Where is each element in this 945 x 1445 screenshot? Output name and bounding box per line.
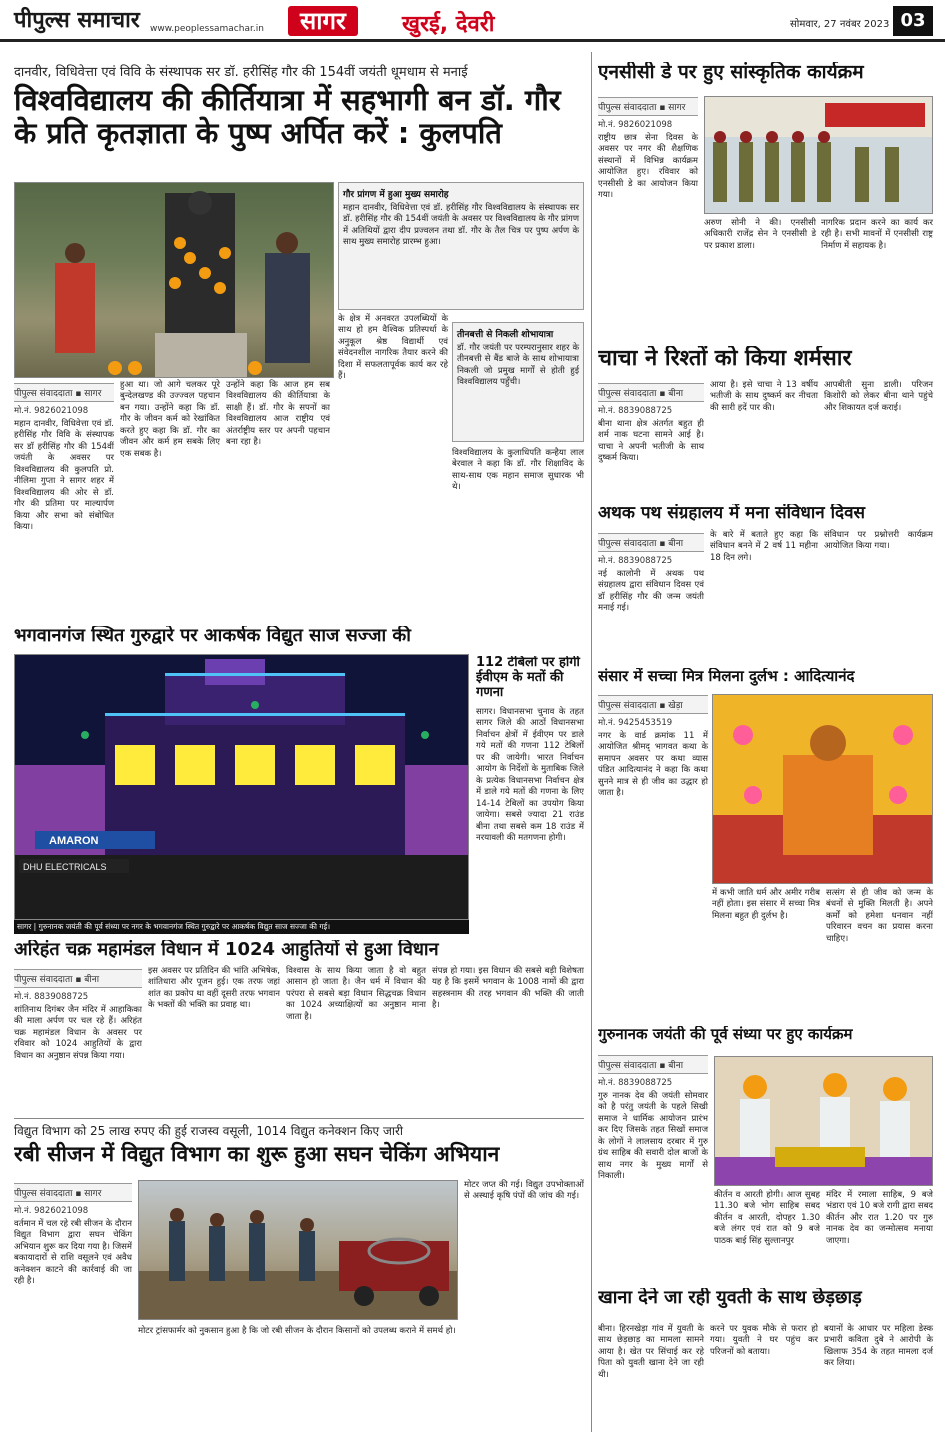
samvidhan-body-3: संविधान पर प्रश्नोत्तरी कार्यक्रम आयोजित किया गया। bbox=[824, 530, 933, 552]
gaur-body-2: हुआ था। जो आगे चलकर पूरे बुन्देलखण्ड की उज्ज्वल पहचान बन गया। उन्होंने कहा कि डॉ. गौर के जीवन कर्म को रेखांकित करते हुए कहा कि डॉ. गौर का जीवन और कर्म हम सबके लिए एक सबक है। bbox=[120, 380, 220, 459]
bijli-kicker: विद्युत विभाग को 25 लाख रुपए की हुई राजस्व वसूली, 1014 विद्युत कनेक्शन किए जारी bbox=[14, 1124, 404, 1138]
ncc-header bbox=[598, 62, 933, 92]
yuvati-header bbox=[598, 1288, 933, 1322]
gurunanak-byline: पीपुल्स संवाददाता ▪ बीना bbox=[598, 1055, 708, 1074]
ncc-byline: पीपुल्स संवाददाता ▪ सागर bbox=[598, 97, 698, 116]
bijli-headline[interactable]: रबी सीजन में विद्युत विभाग का शुरू हुआ सघन चेकिंग अभियान bbox=[14, 1142, 500, 1166]
sansar-header bbox=[598, 668, 933, 692]
gaur-box-title: गौर प्रांगण में हुआ मुख्य समारोह bbox=[343, 190, 449, 200]
bijli-byline: पीपुल्स संवाददाता ▪ सागर bbox=[14, 1183, 132, 1202]
bijli-photo bbox=[138, 1180, 458, 1320]
gaur-col-2 bbox=[120, 380, 220, 620]
gaur-body-5: विश्वविद्यालय के कुलाधिपति कन्हैया लाल बेरवाल ने कहा कि डॉ. गौर शिक्षाविद के साथ-साथ एक महान समाज सुधारक भी थे। bbox=[452, 448, 584, 493]
ncc-body-2: अरुण सोनी ने की। एनसीसी अधिकारी राजेंद्र सेन ने एनसीसी डे पर प्रकाश डाला। bbox=[704, 218, 816, 251]
sansar-headline[interactable]: संसार में सच्चा मित्र मिलना दुर्लभ : आदित्यानंद bbox=[598, 668, 855, 685]
bijli-col-3 bbox=[464, 1180, 584, 1430]
site-url[interactable]: www.peoplessamachar.in bbox=[150, 24, 264, 34]
ncc-col-3 bbox=[821, 218, 933, 342]
sansar-body-2: में कभी जाति धर्म और अमीर गरीब नहीं होता। इस संसार में सच्चा मित्र मिलना बहुत ही दुर्लभ है। bbox=[712, 888, 820, 921]
yuvati-body-2: करने पर युवक मौके से फरार हो गया। युवती ने घर पहुंच कर परिजनों को बताया। bbox=[710, 1324, 818, 1357]
arihant-col-1 bbox=[14, 966, 142, 1116]
sansar-photo bbox=[712, 694, 933, 884]
sansar-col-1 bbox=[598, 692, 708, 888]
bijli-body-3: मोटर ट्रांसफार्मर को नुकसान हुआ है कि जो रबी सीजन के दौरान किसानों को उपलब्ध कराने में समर्थ हो। bbox=[138, 1326, 456, 1336]
bijli-body-2: मोटर जप्त की गई। विद्युत उपभोक्ताओं से अस्थाई कृषि पंपों की जांच की गई। bbox=[464, 1180, 584, 1202]
gurunanak-body-3: मंदिर में रमाला साहिब, 9 बजे भंडारा एवं 10 बजे रागी द्वारा सबद कीर्तन और रात 1.20 पर गुरु नानक देव का जन्मोत्सव मनाया जाएगा। bbox=[826, 1190, 933, 1246]
procession-text: डॉ. गौर जयंती पर परम्परानुसार शहर के तीनबत्ती से बैंड बाजे के साथ शोभायात्रा निकली जो प्रमुख मार्गों से होती हुई विश्वविद्यालय पहुँची। bbox=[457, 343, 579, 388]
ncc-col-2 bbox=[704, 218, 816, 342]
gaur-statue-photo bbox=[14, 182, 334, 378]
chacha-header bbox=[598, 346, 933, 380]
yuvati-col-2 bbox=[710, 1324, 818, 1432]
gurudwara-caption: सागर | गुरुनानक जयंती की पूर्व संध्या पर नगर के भगवानगंज स्थित गुरुद्वारे पर आकर्षक विद्युत साज सज्जा की गई। bbox=[17, 922, 331, 931]
ncc-body-3: नागरिक प्रदान करने का कार्य कर रही है। सभी मावनों में एनसीसी राष्ट्र निर्माण में सहायक है। bbox=[821, 218, 933, 251]
gurunanak-photo bbox=[714, 1056, 933, 1186]
gurunanak-body-2: कीर्तन व आरती होगी। आज सुबह 11.30 बजे भोग साहिब सबद कीर्तन व आरती, दोपहर 1.30 बजे लंगर एवं रात को 9 बजे पाठक बाई सिंह सुल्तानपुर bbox=[714, 1190, 820, 1246]
samvidhan-header bbox=[598, 504, 933, 530]
arihant-col-4 bbox=[432, 966, 584, 1116]
city-label: सागर bbox=[288, 6, 358, 36]
sansar-body-1: नगर के वार्ड क्रमांक 11 में आयोजित श्रीमद् भागवत कथा के समापन अवसर पर कथा व्यास पंडित आदित्यानंद ने कहा कि कथा सुनने मात्र से ही जीव का उद्धार हो जाता है। bbox=[598, 731, 708, 799]
gaur-body-1: महान दानवीर, विधिवेत्ता एवं डॉ. हरीसिंह गौर विवि के संस्थापक सर डॉ हरीसिंह गौर की 154वीं जयंती के अवसर पर विश्वविद्यालय की कुलपति प्रो. नीलिमा गुप्ता ने सागर शहर में विश्वविद्यालय की ओर से डॉ. गौर की प्रतिमा पर माल्यार्पण किया और सभा को संबोधित किया। bbox=[14, 419, 114, 533]
procession-box bbox=[452, 322, 584, 442]
chacha-col-2 bbox=[710, 380, 818, 500]
gurudwara-lights-art bbox=[15, 655, 469, 920]
region-label: खुरई, देवरी bbox=[402, 12, 495, 37]
arihant-header bbox=[14, 940, 584, 966]
evm-story bbox=[476, 656, 584, 936]
bijli-photo-art bbox=[139, 1181, 458, 1320]
gurunanak-header bbox=[598, 1026, 933, 1052]
issue-date: सोमवार, 27 नवंबर 2023 bbox=[790, 19, 890, 30]
chacha-body-1: बीना थाना क्षेत्र अंतर्गत बहुत ही शर्म नाक घटना सामने आई है। चाचा ने अपनी भतीजी के साथ दुष्कर्म किया। bbox=[598, 419, 704, 464]
evm-body: सागर। विधानसभा चुनाव के तहत सागर जिले की आठों विधानसभा निर्वाचन क्षेत्रों में ईवीएम पर डाले गये मतों की गणना 112 टेबिलों पर की जायेगी। भारत निर्वाचन आयोग के निर्देशों के मुताबिक जिले के प्रत्येक विधानसभा निर्वाचन क्षेत्र में डाले गये मतों की गणना के लिए 14-14 टेबिलों का उपयोग किया जायेगा। सबसे ज्यादा 21 राउंड बीना तथा सबसे कम 18 राउंड में नरयावली की मतगणना होगी। bbox=[476, 706, 584, 843]
gurunanak-body-1: गुरु नानक देव की जयंती सोमवार को है परंतु जयंती के पहले सिखी समाज ने धार्मिक आयोजन प्रारंभ कर दिए जिसके तहत सिखों समाज के लोगों ने लालसाय दरबार में गुरु ग्रंथ साहिब की सवारी दोल बाजों के साथ नगर के मुख्य मार्गों से निकाली। bbox=[598, 1091, 708, 1182]
samvidhan-headline[interactable]: अथक पथ संग्रहालय में मना संविधान दिवस bbox=[598, 504, 866, 523]
chacha-body-3: आपबीती सुना डाली। परिजन किशोरी को लेकर बीना थाने पहुंचे और शिकायत दर्ज कराई। bbox=[824, 380, 933, 413]
procession-title: तीनबत्ती से निकली शोभायात्रा bbox=[457, 330, 554, 340]
gaur-col-5 bbox=[452, 448, 584, 618]
samvidhan-body-1: नई कालोनी में अथक पथ संग्रहालय द्वारा संविधान दिवस एवं डॉ हरीसिंह गौर की जन्म जयंती मनाई गई। bbox=[598, 569, 704, 614]
gaur-infobox bbox=[338, 182, 584, 310]
section-divider bbox=[14, 1118, 584, 1119]
sansar-col-2 bbox=[712, 888, 820, 1023]
gaur-headline[interactable]: विश्वविद्यालय की कीर्तियात्रा में सहभागी बन डॉ. गौर के प्रति कृतज्ञाता के पुष्प अर्पित करें : कुलपति bbox=[14, 83, 561, 151]
sansar-byline: पीपुल्स संवाददाता ▪ खेड़ा bbox=[598, 695, 708, 714]
ncc-photo-art bbox=[705, 97, 933, 214]
gaur-box-text: महान दानवीर, विधिवेत्ता एवं डॉ. हरीसिंह गौर विश्वविद्यालय के संस्थापक सर डॉ. हरीसिंह गौर की 154वीं जयंती के अवसर पर विश्वविद्यालय के गौर प्रांगण में अतिथियों द्वारा दीप प्रज्वलन तथा डॉ. गौर के तैल चित्र पर पुष्प अर्पण के साथ मुख्य समारोह प्रारम्भ हुआ। bbox=[343, 203, 579, 248]
arihant-headline[interactable]: अरिहंत चक्र महामंडल विधान में 1024 आहुतियों से हुआ विधान bbox=[14, 940, 439, 960]
yuvati-headline[interactable]: खाना देने जा रही युवती के साथ छेड़छाड़ bbox=[598, 1288, 862, 1308]
arihant-col-3 bbox=[286, 966, 426, 1116]
samvidhan-mobile: मो.नं. 8839088725 bbox=[598, 556, 673, 566]
gurudwara-header bbox=[14, 626, 474, 654]
ncc-body-1: राष्ट्रीय छात्र सेना दिवस के अवसर पर नगर की शैक्षणिक संस्थानों में विभिन्न कार्यक्रम आयोजित हुए। रविवार को एनसीसी डे का आयोजन किया गया। bbox=[598, 133, 698, 201]
samvidhan-col-1 bbox=[598, 530, 704, 664]
arihant-body-4: संपन्न हो गया। इस विधान की सबसे बड़ी विशेषता यह है कि इसमें भगवान के 1008 नामों की द्वारा सहस्त्रनाम की तरह भगवान की भक्ति की जाती है। bbox=[432, 966, 584, 1011]
samvidhan-col-2 bbox=[710, 530, 818, 664]
yuvati-body-1: बीना। हिरनखेड़ा गांव में युवती के साथ छेड़छाड़ का मामला सामने आया है। खेत पर सिंचाई कर रहे पिता को युवती खाना देने जा रही थी। bbox=[598, 1324, 704, 1380]
samvidhan-col-3 bbox=[824, 530, 933, 664]
gaur-photo-art bbox=[15, 183, 334, 378]
page-number: 03 bbox=[893, 6, 933, 36]
arihant-body-1: शांतिनाथ दिगंबर जैन मंदिर में आहाकिका की माला अर्पण पर चल रहे हैं। अरिहंत चक्र महामंडल विधान के अवसर पर रविवार को 1024 आहुतियों के द्वारा विधान का अनुष्ठान संपन्न किया गया। bbox=[14, 1005, 142, 1061]
bijli-col-1 bbox=[14, 1180, 132, 1430]
chacha-mobile: मो.नं. 8839088725 bbox=[598, 406, 673, 416]
ncc-col-1 bbox=[598, 94, 698, 344]
yuvati-col-3 bbox=[824, 1324, 933, 1432]
gurunanak-headline[interactable]: गुरुनानक जयंती की पूर्व संध्या पर हुए कार्यक्रम bbox=[598, 1026, 853, 1043]
gurudwara-photo bbox=[14, 654, 469, 920]
chacha-body-2: आया है। इसे चाचा ने 13 वर्षीय भतीजी के साथ दुष्कर्म कर नीचता की सारी हदें पार की। bbox=[710, 380, 818, 413]
chacha-headline[interactable]: चाचा ने रिश्तों को किया शर्मसार bbox=[598, 346, 852, 371]
bijli-body-1: वर्तमान में चल रहे रबी सीजन के दौरान विद्युत विभाग द्वारा सघन चेकिंग अभियान शुरू कर दिया गया है। जिसमें बकायादारों से राशि वसूलने एवं अवैध कनेक्शन काटने की कार्रवाई की जा रही है। bbox=[14, 1219, 132, 1287]
electricals-sign: DHU ELECTRICALS bbox=[23, 862, 107, 872]
sansar-mobile: मो.नं. 9425453519 bbox=[598, 718, 673, 728]
arihant-col-2 bbox=[148, 966, 280, 1116]
evm-headline[interactable]: 112 टेबिलों पर होगी ईवीएम के मतों की गणना bbox=[476, 656, 580, 700]
arihant-body-3: विश्वास के साथ किया जाता है वो बहुत आसान हो जाता है। जैन धर्म में विधान की परंपरा से सबसे बड़ा विधान सिद्धचक्र विधान का 1024 अच्याक्षित्यों का अनुष्ठान माना जाता है। bbox=[286, 966, 426, 1022]
gaur-col-3 bbox=[226, 380, 330, 620]
arihant-mobile: मो.नं. 8839088725 bbox=[14, 992, 89, 1002]
samvidhan-body-2: के बारे में बताते हुए कहा कि संविधान बनने में 2 वर्ष 11 महीना 18 दिन लगे। bbox=[710, 530, 818, 563]
samvidhan-byline: पीपुल्स संवाददाता ▪ बीना bbox=[598, 533, 704, 552]
sansar-col-3 bbox=[826, 888, 933, 1023]
gaur-kicker: दानवीर, विधिवेत्ता एवं विवि के संस्थापक सर डॉ. हरीसिंह गौर की 154वीं जयंती धूमधाम से मनाई bbox=[14, 65, 468, 80]
chacha-col-3 bbox=[824, 380, 933, 500]
gurunanak-col-1 bbox=[598, 1052, 708, 1248]
arihant-byline: पीपुल्स संवाददाता ▪ बीना bbox=[14, 969, 142, 988]
masthead bbox=[0, 0, 945, 42]
gurunanak-mobile: मो.नं. 8839088725 bbox=[598, 1078, 673, 1088]
yuvati-body-3: बयानों के आधार पर महिला डेस्क प्रभारी कविता दुबे ने आरोपी के खिलाफ 354 के तहत मामला दर्ज कर लिया। bbox=[824, 1324, 933, 1369]
gaur-byline: पीपुल्स संवाददाता ▪ सागर bbox=[14, 383, 114, 402]
gaur-col-1 bbox=[14, 380, 114, 620]
gaur-body-4: के क्षेत्र में अनवरत उपलब्धियों के साथ हो हम वैश्विक प्रतिस्पर्धा के अनुकूल श्रेष्ठ विद्यार्थी एवं संवेदनशील नागरिक तैयार करने की दिशा में सफलतापूर्वक कार्य कर रहे हैं। bbox=[338, 314, 448, 382]
gurudwara-headline[interactable]: भगवानगंज स्थित गुरुद्वारे पर आकर्षक विद्युत साज सज्जा की bbox=[14, 626, 411, 646]
gurunanak-photo-art bbox=[715, 1057, 933, 1186]
column-divider bbox=[591, 52, 592, 1432]
ncc-headline[interactable]: एनसीसी डे पर हुए सांस्कृतिक कार्यक्रम bbox=[598, 62, 864, 83]
sansar-photo-art bbox=[713, 695, 933, 884]
newspaper-logo[interactable]: पीपुल्स समाचार bbox=[14, 7, 140, 33]
bijli-mobile: मो.नं. 9826021098 bbox=[14, 1206, 89, 1216]
gurunanak-col-2 bbox=[714, 1190, 820, 1250]
bijli-header bbox=[14, 1122, 584, 1180]
arihant-body-2: इस अवसर पर प्रतिदिन की भांति अभिषेक, शांतिधारा और पूजन हुई। एक तरफ जहां शांत का प्रकोप था वहीं दूसरी तरफ भगवान के भक्तों की भक्ति का प्रवाह था। bbox=[148, 966, 280, 1011]
gurudwara-caption-bar bbox=[14, 920, 469, 934]
gaur-story-header bbox=[14, 62, 584, 182]
sansar-body-3: सत्संग से ही जीव को जन्म के बंधनों से मुक्ति मिलती है। अपने कर्मों को हमेशा धनवान नहीं परिवारन वचन का प्रयास करना चाहिए। bbox=[826, 888, 933, 944]
yuvati-col-1 bbox=[598, 1324, 704, 1432]
ncc-mobile: मो.नं. 9826021098 bbox=[598, 120, 673, 130]
amaron-sign: AMARON bbox=[49, 835, 99, 847]
gaur-body-3: उन्होंने कहा कि आज हम सब विश्वविद्यालय की कीर्तियात्रा के साक्षी हैं। डॉ. गौर के सपनों का विश्वविद्यालय आज राष्ट्रीय एवं अंतर्राष्ट्रीय स्तर पर अपनी पहचान बना रहा है। bbox=[226, 380, 330, 448]
chacha-byline: पीपुल्स संवाददाता ▪ बीना bbox=[598, 383, 704, 402]
gurunanak-col-3 bbox=[826, 1190, 933, 1250]
chacha-col-1 bbox=[598, 380, 704, 500]
bijli-col-2 bbox=[138, 1326, 458, 1430]
gaur-col-4 bbox=[338, 314, 448, 614]
gaur-mobile: मो.नं. 9826021098 bbox=[14, 406, 89, 416]
ncc-photo bbox=[704, 96, 933, 214]
